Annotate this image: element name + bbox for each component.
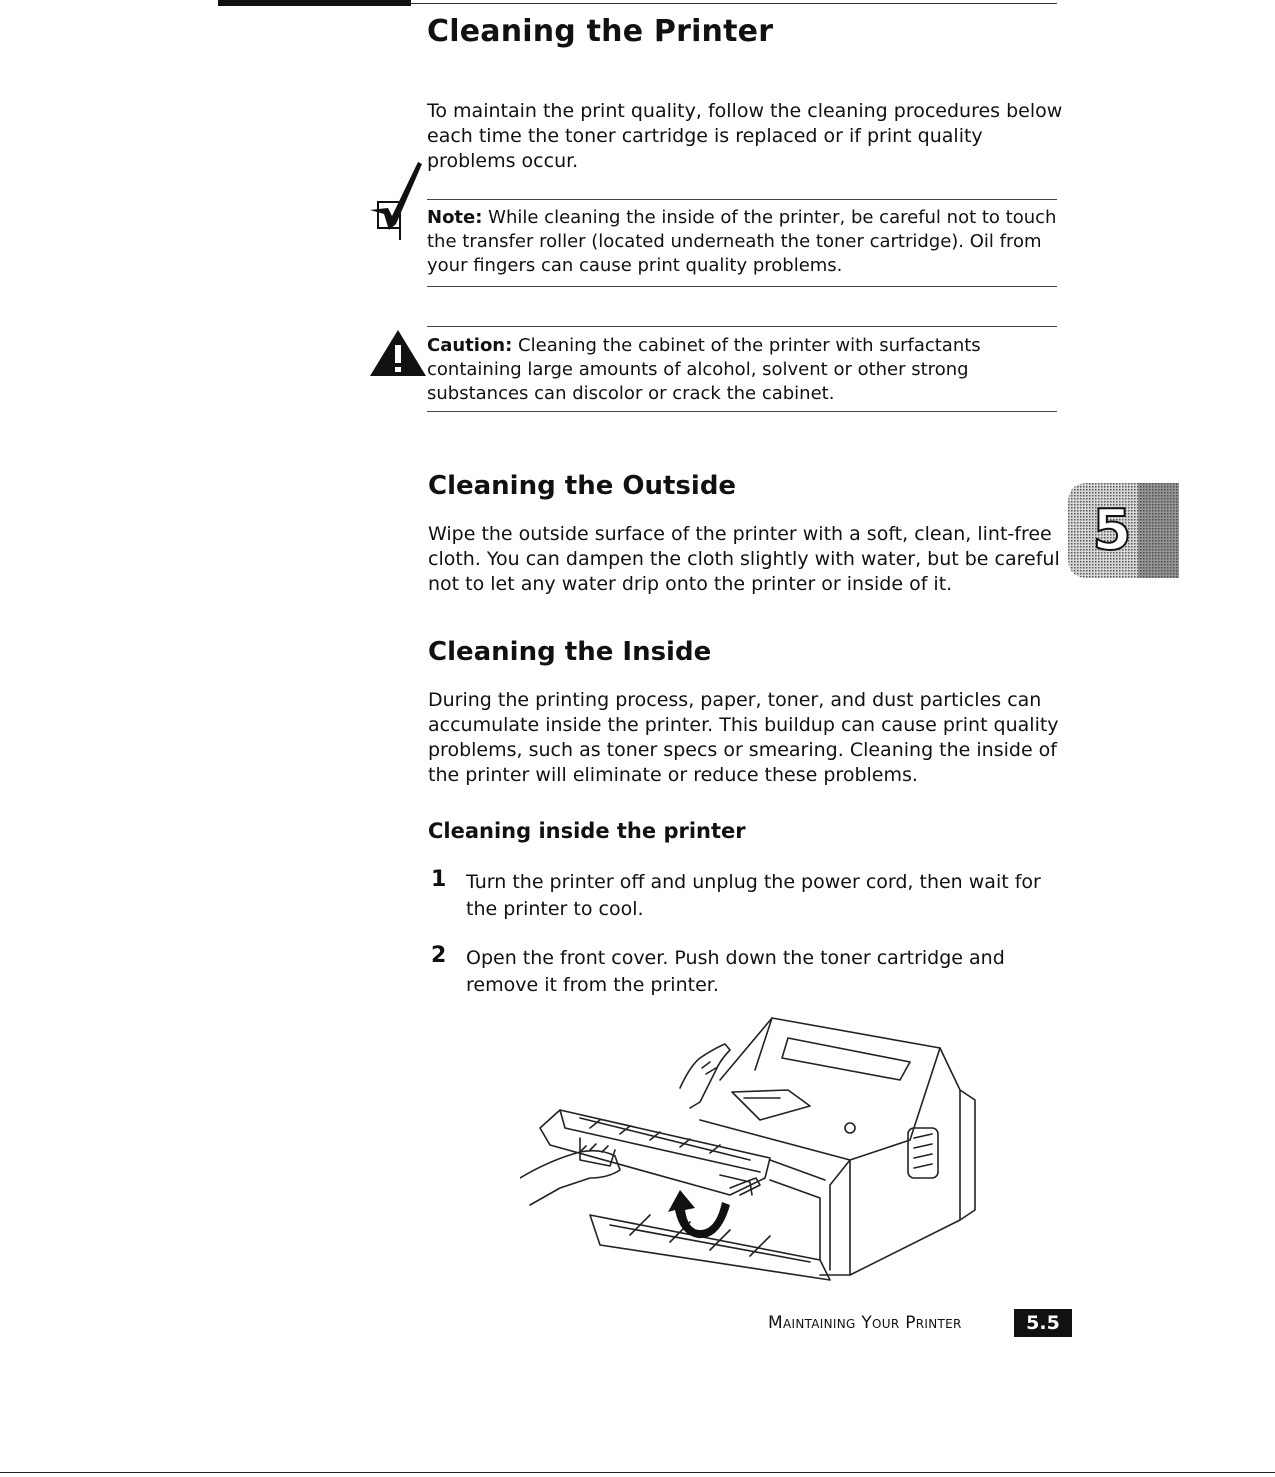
- note-label: Note:: [427, 207, 483, 228]
- note-body: While cleaning the inside of the printer, be careful not to touch the transfer roller (located underneath the toner cartridge). Oil from your fingers can cause print quality problems.: [427, 207, 1057, 276]
- note-rule-bottom: [427, 286, 1057, 287]
- chapter-tab-number: 5: [1092, 498, 1132, 563]
- bottom-rule: [0, 1472, 1275, 1473]
- note-text: [427, 206, 1067, 278]
- footer-chapter-title: Maintaining Your Printer: [768, 1313, 962, 1333]
- note-rule-top: [427, 199, 1057, 200]
- note-checkmark-icon: [366, 160, 424, 240]
- step-1-number: 1: [431, 867, 447, 892]
- top-rule-thin: [411, 3, 1057, 4]
- intro-paragraph: To maintain the print quality, follow the cleaning procedures below each time the toner cartridge is replaced or if print quality problems occur.: [427, 100, 1063, 172]
- step-1-text: Turn the printer off and unplug the power cord, then wait for the printer to cool.: [466, 871, 1041, 920]
- caution-rule-top: [427, 326, 1057, 327]
- caution-text: [427, 334, 1067, 406]
- procedure-heading: Cleaning inside the printer: [428, 819, 746, 843]
- printer-toner-removal-illustration: [520, 1010, 980, 1282]
- inside-heading: Cleaning the Inside: [428, 637, 712, 667]
- caution-rule-bottom: [427, 411, 1057, 412]
- inside-paragraph: During the printing process, paper, toner, and dust particles can accumulate inside the printer. This buildup can cause print quality problems, such as toner specs or smearing. Cleaning the inside of the printer will eliminate or reduce these problems.: [428, 689, 1059, 786]
- top-rule-thick: [218, 0, 411, 6]
- outside-paragraph: Wipe the outside surface of the printer with a soft, clean, lint-free cloth. You can dampen the cloth slightly with water, but be careful not to let any water drip onto the printer or inside of it.: [428, 523, 1060, 595]
- page-title: Cleaning the Printer: [427, 14, 774, 49]
- caution-label: Caution:: [427, 335, 513, 356]
- chapter-tab-icon: [1068, 483, 1179, 578]
- step-2-text: Open the front cover. Push down the toner cartridge and remove it from the printer.: [466, 947, 1005, 996]
- caution-warning-icon: [368, 328, 428, 378]
- page-number-badge: 5.5: [1014, 1309, 1072, 1337]
- step-2-number: 2: [431, 943, 447, 968]
- outside-heading: Cleaning the Outside: [428, 471, 737, 501]
- caution-body: Cleaning the cabinet of the printer with surfactants containing large amounts of alcohol, solvent or other strong substances can discolor or crack the cabinet.: [427, 335, 981, 404]
